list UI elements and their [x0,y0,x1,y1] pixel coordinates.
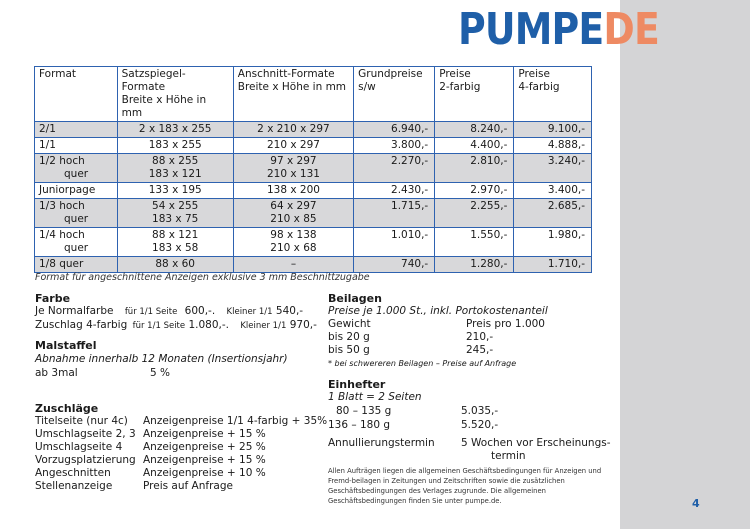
cell-text: 183 x 255 [148,139,202,151]
einhefter-row-2-value: 5.520,- [461,419,499,431]
beilagen-col-gewicht: Gewicht [328,318,371,330]
cell-text: 1/8 quer [39,258,84,270]
cell-text: 1.980,- [547,229,585,241]
table-cell [514,228,592,257]
column-header [514,67,592,122]
einhefter-heading: Einhefter [328,378,386,391]
cell-text: 183 x 75 [152,213,199,225]
table-row [35,138,592,154]
beilagen-heading: Beilagen [328,292,382,305]
table-cell [435,228,514,257]
column-header-line-1: Preise [518,68,550,80]
cell-text: 3.400,- [547,184,585,196]
malstaffel-sub: Abnahme innerhalb 12 Monaten (Insertionsjahr) [35,353,288,365]
cell-text: 183 x 58 [152,242,199,254]
table-cell [35,138,118,154]
zuschlag-label: Angeschnitten [35,467,111,479]
farbe-line-1 [35,305,303,317]
cell-text: 210 x 131 [266,168,320,180]
zuschlag-value: Anzeigenpreise + 25 % [143,441,266,453]
cell-text: 2/1 [39,123,56,135]
table-cell [354,199,435,228]
cell-text: 2.810,- [470,155,508,167]
table-cell [233,154,353,183]
farbe-kleiner: Kleiner 1/1 [240,321,287,331]
table-cell [514,154,592,183]
table-cell [117,122,233,138]
beilagen-sub: Preise je 1.000 St., inkl. Portokostenanteil [328,305,548,317]
table-cell [233,122,353,138]
cell-text: 2.270,- [391,155,429,167]
table-cell [435,183,514,199]
cell-text: quer [64,168,89,180]
cell-text: 88 x 60 [155,258,195,270]
zuschlag-label: Umschlagseite 4 [35,441,123,453]
table-cell [514,183,592,199]
table-row [35,228,592,257]
zuschlag-value: Preis auf Anfrage [143,480,233,492]
cell-text: 1.280,- [470,258,508,270]
cell-text: 210 x 85 [270,213,317,225]
cell-text: 2 x 210 x 297 [257,123,330,135]
cell-text: 138 x 200 [266,184,320,196]
table-cell [514,199,592,228]
malstaffel-value: 5 % [150,367,170,379]
zuschlaege-heading: Zuschläge [35,402,99,415]
column-header-line-1: Format [39,68,77,80]
cell-text: 210 x 297 [266,139,320,151]
einhefter-row-1-label: 80 – 135 g [336,405,392,417]
column-header-line-2: Breite x Höhe in mm [121,94,207,119]
farbe-value: 600,-. [184,305,216,317]
table-cell [233,183,353,199]
table-cell [354,122,435,138]
table-cell [233,228,353,257]
column-header-line-2: s/w [358,81,376,93]
annullierung-value-2: termin [491,450,526,462]
table-row [35,154,592,183]
page-number: 4 [692,497,700,510]
zuschlag-label: Titelseite (nur 4c) [35,415,128,427]
malstaffel-line [35,367,170,379]
table-cell [117,154,233,183]
pumpe-de-logo [458,6,659,54]
cell-text: 9.100,- [547,123,585,135]
farbe-sub: für 1/1 Seite [124,307,178,317]
annullierung-value-1: 5 Wochen vor Erscheinungs- [461,437,611,449]
cell-text: 98 x 138 [270,229,317,241]
table-cell [117,183,233,199]
table-cell [35,122,118,138]
table-cell [435,257,514,273]
cell-text: 88 x 121 [152,229,199,241]
cell-text: 4.888,- [547,139,585,151]
table-cell [514,257,592,273]
zuschlag-label: Vorzugsplatzierung [35,454,136,466]
farbe-kleiner-value: 540,- [275,305,304,317]
column-header-line-2: 4-farbig [518,81,560,93]
einhefter-row-2-label: 136 – 180 g [328,419,391,431]
table-note: Format für angeschnittene Anzeigen exklusive 3 mm Beschnittzugabe [35,272,370,283]
column-header-line-1: Preise [439,68,471,80]
annullierung-label: Annullierungstermin [328,437,435,449]
beilagen-note: * bei schwereren Beilagen – Preise auf Anfrage [328,359,517,368]
table-row [35,199,592,228]
farbe-label: Je Normalfarbe [35,305,114,317]
table-cell [35,183,118,199]
table-cell [514,138,592,154]
cell-text: 1.710,- [547,258,585,270]
column-header [35,67,118,122]
cell-text: 3.800,- [391,139,429,151]
cell-text: 4.400,- [470,139,508,151]
table-row [35,257,592,273]
cell-text: – [290,258,297,270]
cell-text: 88 x 255 [152,155,199,167]
cell-text: quer [64,242,89,254]
column-header-line-1: Grundpreise [358,68,423,80]
table-cell [117,257,233,273]
table-cell [435,138,514,154]
cell-text: Juniorpage [39,184,96,196]
farbe-heading: Farbe [35,292,71,305]
column-header [117,67,233,122]
table-row [35,183,592,199]
column-header-line-1: Anschnitt-Formate [237,68,335,80]
table-cell [117,199,233,228]
column-header [233,67,353,122]
cell-text: 1/1 [39,139,56,151]
table-cell [35,228,118,257]
table-cell [117,138,233,154]
table-cell [35,257,118,273]
cell-text: 2.970,- [470,184,508,196]
zuschlag-label: Umschlagseite 2, 3 [35,428,136,440]
cell-text: 1/2 hoch [39,155,85,167]
cell-text: quer [64,213,89,225]
table-cell [354,138,435,154]
zuschlag-label: Stellenanzeige [35,480,113,492]
zuschlag-value: Anzeigenpreise + 15 % [143,428,266,440]
table-cell [435,154,514,183]
cell-text: 6.940,- [391,123,429,135]
farbe-sub: für 1/1 Seite [132,321,186,331]
table-cell [514,122,592,138]
column-header [354,67,435,122]
cell-text: 133 x 195 [148,184,202,196]
table-body [35,122,592,273]
cell-text: 97 x 297 [270,155,317,167]
gray-sidebar [620,0,750,529]
cell-text: 1.715,- [391,200,429,212]
cell-text: 1.010,- [391,229,429,241]
malstaffel-heading: Malstaffel [35,339,97,352]
farbe-kleiner: Kleiner 1/1 [226,307,273,317]
table-cell [354,154,435,183]
table-cell [435,199,514,228]
cell-text: 2.255,- [470,200,508,212]
cell-text: 2.685,- [547,200,585,212]
cell-text: 1/4 hoch [39,229,85,241]
cell-text: 1/3 hoch [39,200,85,212]
einhefter-row-1-value: 5.035,- [461,405,499,417]
zuschlag-value: Anzeigenpreise 1/1 4-farbig + 35% [143,415,328,427]
table-header-row [35,67,592,122]
farbe-label: Zuschlag 4-farbig [35,319,128,331]
cell-text: 183 x 121 [148,168,202,180]
cell-text: 8.240,- [470,123,508,135]
farbe-line-2 [35,319,317,331]
table-cell [117,228,233,257]
malstaffel-label: ab 3mal [35,367,78,379]
beilagen-row-1-label: bis 20 g [328,331,370,343]
cell-text: 740,- [401,258,429,270]
farbe-value: 1.080,-. [188,319,229,331]
table-cell [35,154,118,183]
cell-text: 54 x 255 [152,200,199,212]
column-header-line-2: 2-farbig [439,81,481,93]
zuschlag-value: Anzeigenpreise + 10 % [143,467,266,479]
cell-text: 2.430,- [391,184,429,196]
cell-text: 3.240,- [547,155,585,167]
beilagen-row-2-value: 245,- [466,344,494,356]
table-cell [233,138,353,154]
cell-text: 210 x 68 [270,242,317,254]
logo-part-pumpe: PUMPE [458,4,604,55]
cell-text: 1.550,- [470,229,508,241]
cell-text: 2 x 183 x 255 [138,123,212,135]
column-header-line-1: Satzspiegel-Formate [121,68,186,93]
cell-text: 64 x 297 [270,200,317,212]
beilagen-row-1-value: 210,- [466,331,494,343]
table-cell [354,183,435,199]
beilagen-col-preis: Preis pro 1.000 [466,318,545,330]
farbe-kleiner-value: 970,- [289,319,317,331]
table-cell [354,228,435,257]
column-header [435,67,514,122]
zuschlag-value: Anzeigenpreise + 15 % [143,454,266,466]
column-header-line-2: Breite x Höhe in mm [237,81,347,93]
table-cell [233,257,353,273]
einhefter-sub: 1 Blatt = 2 Seiten [328,391,422,403]
table-row [35,122,592,138]
beilagen-row-2-label: bis 50 g [328,344,370,356]
table-cell [35,199,118,228]
price-table [34,66,592,273]
table-cell [233,199,353,228]
table-cell [354,257,435,273]
logo-part-de: DE [603,4,659,55]
table-cell [435,122,514,138]
terms-fine-print: Allen Aufträgen liegen die allgemeinen Geschäftsbedingungen für Anzeigen und Fremd-beilagen in Zeitungen und Zeitschriften sowie die zusätzlichen Geschäftsbedingungen des Verlages zugrunde. Die allgemeinen Geschäftsbedingungen finden Sie unter pumpe.de. [328,467,602,505]
